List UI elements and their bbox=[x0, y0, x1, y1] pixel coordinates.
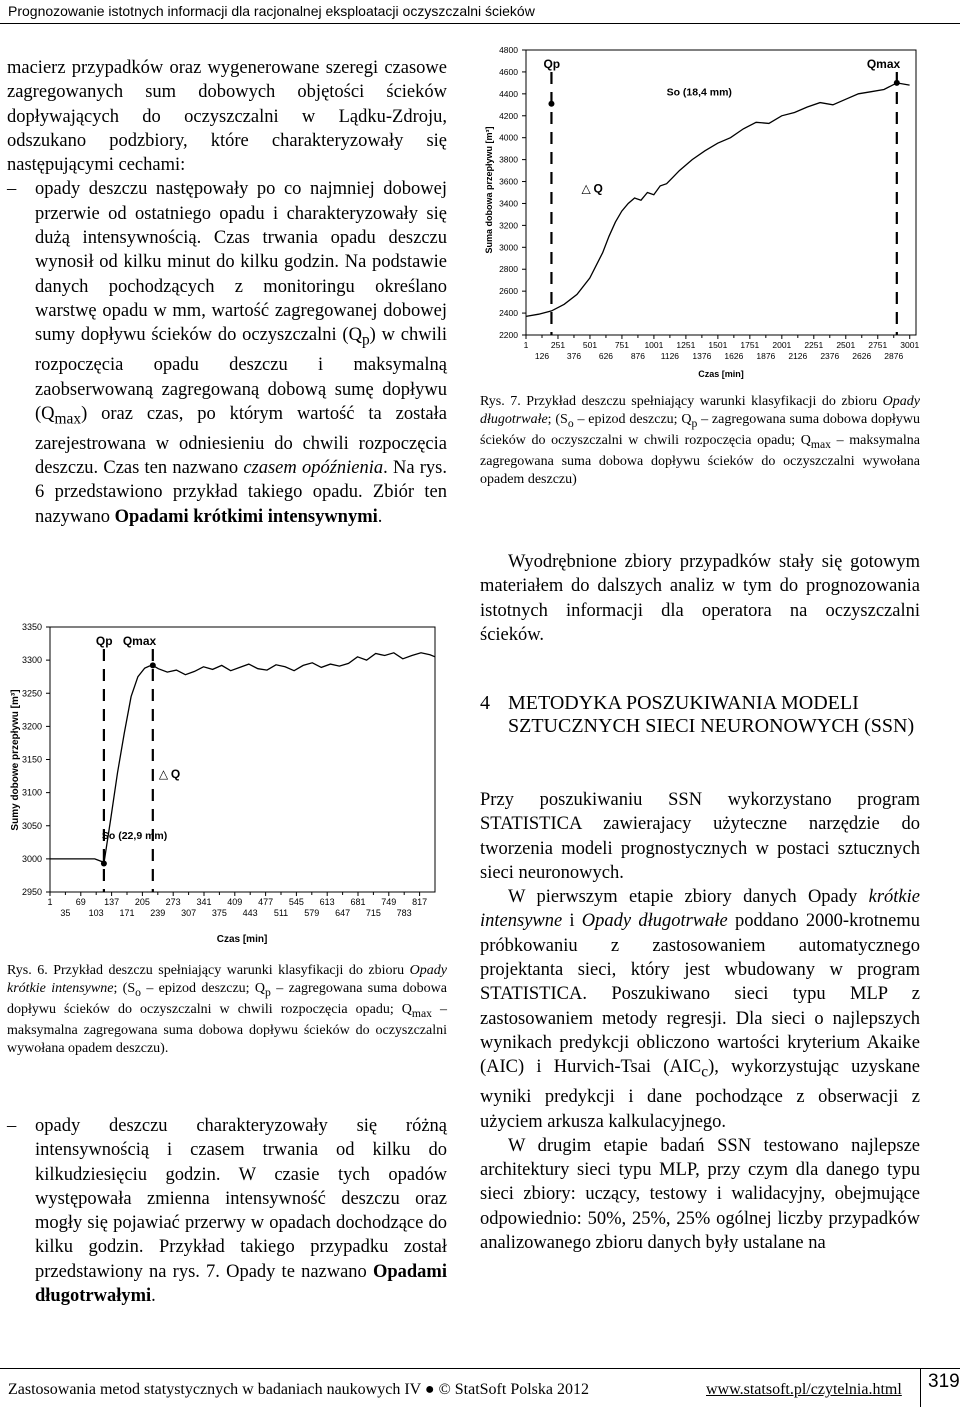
dash-item-2-text bbox=[35, 1114, 447, 1308]
figure-7-caption bbox=[480, 393, 920, 488]
footer-bullet: ● bbox=[424, 1381, 435, 1398]
fig7-xtick-label: 751 bbox=[614, 340, 630, 350]
fig6-cap-d: – zagregowana suma dobowa dopływu ścieków do oczyszczalni w chwili rozpoczęcia opadu; Q bbox=[7, 980, 448, 1017]
heading-text: METODYKA POSZUKIWANIA MODELI SZTUCZNYCH SIECI NEURONOWYCH (SSN) bbox=[508, 692, 915, 737]
fig7-xtick-label: 251 bbox=[550, 340, 566, 350]
fig7-sub-max: max bbox=[810, 437, 831, 451]
fig7-ytick-label: 2600 bbox=[499, 286, 518, 297]
dash-marker-2: – bbox=[7, 1116, 17, 1136]
fig6-cap-c: – epizod deszczu; Q bbox=[140, 980, 266, 996]
header-title: Prognozowanie istotnych informacji dla racjonalnej eksploatacji oczyszczalni ścieków bbox=[8, 3, 535, 19]
fig6-qmax-label: Qmax bbox=[122, 634, 157, 648]
fig6-xtick-label-2: 35 bbox=[60, 908, 71, 918]
fig6-xtick-label: 817 bbox=[412, 897, 428, 907]
fig7-ytick-label: 4000 bbox=[499, 132, 518, 143]
fig6-xtick-label: 749 bbox=[381, 897, 397, 907]
right-body bbox=[480, 788, 920, 1255]
footer-divider bbox=[920, 1369, 921, 1407]
fig6-sub-max: max bbox=[411, 1006, 432, 1020]
p2a-text: Na podstawie danych pochodzących z monitoringu określano warstwę opadu w mm, wartość zagregowanej dobowej sumy dopływu ścieków do oczyszczalni (Q bbox=[35, 252, 448, 346]
footer-left-b: StatSoft Polska 2012 bbox=[454, 1381, 589, 1398]
fig6-xtick-label: 137 bbox=[104, 897, 120, 907]
right-paragraph-2 bbox=[480, 788, 920, 885]
right-para1-text: Wyodrębnione zbiory przypadków stały się gotowym materiałem do dalszych analiz w tym do prognozowania istotnych informacji dla operatora na oczyszczalni ścieków. bbox=[480, 552, 920, 645]
fig6-xlabel: Czas [min] bbox=[216, 934, 268, 945]
fig7-ytick-label: 4200 bbox=[499, 110, 518, 121]
fig7-xtick-label: 2501 bbox=[836, 340, 856, 350]
fig6-xtick-label: 69 bbox=[75, 897, 86, 907]
sub-max: max bbox=[54, 410, 82, 428]
fig6-xtick-label-2: 511 bbox=[273, 908, 289, 918]
footer-copyright: © bbox=[438, 1381, 451, 1398]
right-paragraph-1 bbox=[480, 550, 920, 647]
fig6-xtick-label-2: 307 bbox=[181, 908, 197, 918]
fig7-dq-label: Q bbox=[593, 181, 603, 196]
fig6-ytick-label: 3200 bbox=[21, 721, 42, 732]
fig6-ylabel: Sumy dobowe przepływu [m³] bbox=[10, 689, 21, 831]
fig6-ytick-label: 3150 bbox=[21, 754, 42, 765]
fig7-xtick-label: 1501 bbox=[708, 340, 728, 350]
fig7-xtick-label: 1001 bbox=[644, 340, 664, 350]
dash-marker: – bbox=[7, 179, 17, 200]
fig6-xtick-label-2: 443 bbox=[242, 908, 258, 918]
fig7-ytick-label: 3400 bbox=[499, 198, 518, 209]
right-p3-sub: c bbox=[701, 1063, 709, 1081]
fig7-so-label: So (18,4 mm) bbox=[666, 86, 732, 99]
sub-p: p bbox=[361, 331, 370, 349]
p2c-text: ) oraz czas, po którym wartość ta została zarejestrowana w odniesieniu do chwili rozpoczęcia deszczu. Czas ten nazwano bbox=[35, 403, 447, 479]
fig7-sub-p: p bbox=[691, 416, 698, 430]
fig6-xtick-label: 341 bbox=[196, 897, 212, 907]
dash2-bold: Opadami długotrwałymi bbox=[35, 1261, 447, 1307]
fig7-cap-a: Rys. 7. Przykład deszczu spełniający warunki klasyfikacji do zbioru bbox=[480, 394, 883, 409]
fig7-ytick-label: 3600 bbox=[499, 176, 518, 187]
fig7-xtick-label-2: 1626 bbox=[724, 351, 744, 361]
fig6-cap-e: – maksymalna zagregowana suma dobowa dopływu ścieków do oczyszczalni wywołana opadem deszczu). bbox=[7, 1001, 447, 1056]
right-p4-text: W drugim etapie badań SSN testowano najlepsze architektury sieci typu MLP, przy czym dla danego typu sieci zbiory: uczący, testowy i walidacyjny, obejmujące odpowiednio: 50%, 25%, 25% ogólnej liczby przypadków analizowanego zbioru danych były ustalane na bbox=[480, 1135, 920, 1254]
p2d-text: . Na rys. 6 przedstawiono przykład takiego opadu. Zbiór ten nazywano bbox=[35, 458, 448, 527]
fig6-ytick-label: 3250 bbox=[21, 688, 42, 699]
fig6-ytick-label: 3050 bbox=[21, 820, 42, 831]
figure-6-chart bbox=[0, 612, 450, 952]
page-number: 319 bbox=[928, 1371, 960, 1392]
dash2b-text: . bbox=[151, 1286, 156, 1307]
fig7-xtick-label-2: 1126 bbox=[660, 351, 680, 361]
fig7-ytick-label: 3800 bbox=[499, 154, 518, 165]
dash1-text: opady deszczu następowały po co najmniej dobowej przerwie od ostatniego opadu i charakteryzowały się dużą intensywnością. Czas trwania opadu deszczu wynosił od kilku minut do kilku godzin. bbox=[35, 179, 447, 273]
fig7-cap-b: ; (S bbox=[547, 411, 568, 427]
left-paragraph-1 bbox=[7, 56, 447, 177]
right-p3b: i bbox=[562, 911, 582, 932]
right-paragraph-4 bbox=[480, 1134, 920, 1255]
fig6-xtick-label-2: 239 bbox=[150, 908, 166, 918]
fig7-xtick-label-2: 1376 bbox=[692, 351, 712, 361]
left-column bbox=[7, 56, 447, 529]
fig7-xtick-label-2: 376 bbox=[566, 351, 582, 361]
fig7-xtick-label-2: 126 bbox=[534, 351, 550, 361]
fig6-sub-p: p bbox=[265, 985, 271, 999]
dash2a-text: opady deszczu charakteryzowały się różną intensywnością i czasem trwania od kilku do kilkudziesięciu godzin. W czasie tych opadów występowała zmienna intensywność deszczu oraz mogły się pojawiać przerwy w opadach dochodzące do kilku godzin. Przykład takiego przypadku został przedstawiony na rys. 7. Opady te nazwano bbox=[35, 1116, 447, 1282]
fig6-xtick-label-2: 103 bbox=[88, 908, 104, 918]
fig6-xtick-label: 613 bbox=[319, 897, 335, 907]
figure-7-chart bbox=[478, 40, 948, 385]
fig6-ytick-label: 2950 bbox=[21, 887, 42, 897]
fig7-xtick-label: 501 bbox=[582, 340, 598, 350]
fig6-xtick-label: 545 bbox=[288, 897, 304, 907]
fig6-sub-o: o bbox=[135, 985, 141, 999]
dash-item-2-block bbox=[7, 1114, 447, 1308]
running-header bbox=[0, 0, 960, 24]
fig6-delta-symbol: △ bbox=[158, 767, 169, 782]
dash-item-2 bbox=[7, 1114, 447, 1308]
fig6-so-label: So (22,9 mm) bbox=[101, 830, 168, 842]
fig6-ytick-label: 3000 bbox=[21, 853, 42, 864]
footer-left bbox=[8, 1381, 589, 1399]
fig6-ytick-label: 3350 bbox=[21, 622, 42, 632]
fig6-qp-label: Qp bbox=[95, 634, 113, 648]
fig7-xtick-label-2: 2876 bbox=[884, 351, 904, 361]
p2-bold: Opadami krótkimi intensywnymi bbox=[114, 506, 378, 527]
fig7-xtick-label-2: 2376 bbox=[820, 351, 840, 361]
fig6-dq-label: Q bbox=[170, 767, 181, 782]
figure-6-caption bbox=[7, 962, 447, 1057]
fig7-delta-symbol: △ bbox=[581, 181, 591, 196]
fig6-xtick-label-2: 647 bbox=[335, 908, 351, 918]
fig7-xtick-label: 3001 bbox=[900, 340, 920, 350]
fig6-xtick-label: 205 bbox=[134, 897, 150, 907]
fig6-xtick-label: 1 bbox=[47, 897, 53, 907]
fig7-xtick-label-2: 1876 bbox=[756, 351, 776, 361]
fig7-xtick-label-2: 876 bbox=[630, 351, 646, 361]
fig7-ytick-label: 2400 bbox=[499, 308, 518, 319]
right-p3-it1: krótkie intensywne bbox=[480, 887, 920, 932]
fig6-xtick-label: 409 bbox=[227, 897, 243, 907]
fig6-xtick-label-2: 375 bbox=[211, 908, 227, 918]
right-p2-text: Przy poszukiwaniu SSN wykorzystano program STATISTICA zawierajacy użyteczne narzędzie do tworzenia modeli prognostycznych w postaci sztucznych sieci neuronowych. bbox=[480, 790, 920, 883]
dash-item-1-text bbox=[35, 177, 447, 529]
fig7-xtick-label-2: 626 bbox=[598, 351, 614, 361]
fig7-xtick-label-2: 2126 bbox=[788, 351, 808, 361]
fig7-ylabel: Suma dobowa przepływu [m³] bbox=[484, 126, 494, 254]
fig6-xtick-label: 477 bbox=[258, 897, 274, 907]
fig6-ytick-label: 3100 bbox=[21, 787, 42, 798]
fig7-ytick-label: 4800 bbox=[499, 45, 518, 55]
fig6-cap-it: Opady krótkie intensywne bbox=[7, 963, 447, 996]
fig7-qp-point bbox=[548, 101, 554, 107]
fig6-xtick-label-2: 579 bbox=[304, 908, 320, 918]
fig7-ytick-label: 4400 bbox=[499, 88, 518, 99]
heading-number: 4 bbox=[480, 692, 490, 714]
fig7-ytick-label: 2200 bbox=[499, 330, 518, 340]
fig7-xlabel: Czas [min] bbox=[698, 369, 744, 379]
fig7-sub-o: o bbox=[567, 416, 574, 430]
left-para1-text: macierz przypadków oraz wygenerowane szeregi czasowe zagregowanych sum dobowych objętości ścieków dopływających do oczyszczalni w Lądku-Zdroju, odszukano podzbiory, które charakteryzowały się następującymi cechami: bbox=[7, 58, 447, 176]
right-p3c: poddano 2000-krotnemu próbkowaniu z zastosowaniem automatycznego projektanta sieci, który jest wbudowany w program STATISTICA. Poszukiwano sieci typu MLP z zastosowaniem metody regresji. Dla sieci o najlepszych wynikach predykcji obliczono wartości kryterium Akaike (AIC) i Hurvich-Tsai (AIC bbox=[480, 911, 920, 1078]
fig7-xtick-label-2: 2626 bbox=[852, 351, 872, 361]
footer-url[interactable]: www.statsoft.pl/czytelnia.html bbox=[706, 1381, 902, 1398]
fig7-series-line bbox=[526, 83, 910, 317]
fig6-xtick-label: 273 bbox=[165, 897, 181, 907]
dash-item-1 bbox=[7, 177, 447, 529]
fig7-ytick-label: 3200 bbox=[499, 220, 518, 231]
right-paragraph-3 bbox=[480, 885, 920, 1134]
fig7-cap-e: – maksymalna zagregowana suma dobowa dopływu ścieków do oczyszczalni wywołana opadem deszczu) bbox=[480, 432, 920, 487]
footer-left-a: Zastosowania metod statystycznych w badaniach naukowych IV bbox=[8, 1381, 421, 1398]
p2b-text: ) w chwili rozpoczęcia opadu deszczu i maksymalną zaobserwowaną zagregowaną dobową sumę dopływu (Q bbox=[35, 325, 448, 424]
fig7-qp-label: Qp bbox=[543, 57, 561, 71]
fig6-xtick-label: 681 bbox=[350, 897, 366, 907]
fig6-xtick-label-2: 783 bbox=[396, 908, 412, 918]
right-p3d: ), wykorzystując uzyskane wyniki predykcji i dane pochodzące z obserwacji z użyciem arkusza kalkulacyjnego. bbox=[480, 1057, 920, 1132]
fig6-xtick-label-2: 171 bbox=[119, 908, 135, 918]
page-footer bbox=[0, 1368, 960, 1407]
fig7-qmax-label: Qmax bbox=[866, 57, 901, 71]
fig6-xtick-label-2: 715 bbox=[365, 908, 381, 918]
fig7-cap-it: Opady długotrwałe bbox=[480, 394, 920, 427]
right-p3a: W pierwszym etapie zbiory danych Opady bbox=[508, 887, 869, 908]
right-p3-it2: Opady długotrwałe bbox=[581, 911, 728, 932]
fig7-xtick-label: 1751 bbox=[740, 340, 760, 350]
p2-italic: czasem opóźnienia bbox=[243, 458, 384, 479]
fig6-cap-b: ; (S bbox=[113, 980, 136, 996]
fig7-cap-c: – epizod deszczu; Q bbox=[573, 411, 692, 427]
fig6-cap-a: Rys. 6. Przykład deszczu spełniający warunki klasyfikacji do zbioru bbox=[7, 963, 410, 978]
fig7-ytick-label: 4600 bbox=[499, 66, 518, 77]
fig7-xtick-label: 2001 bbox=[772, 340, 792, 350]
fig7-xtick-label: 2751 bbox=[868, 340, 888, 350]
fig7-ytick-label: 3000 bbox=[499, 242, 518, 253]
fig7-xtick-label: 1 bbox=[523, 340, 529, 350]
fig6-ytick-label: 3300 bbox=[21, 655, 42, 666]
fig7-ytick-label: 2800 bbox=[499, 264, 518, 275]
fig7-xtick-label: 1251 bbox=[676, 340, 696, 350]
fig7-cap-d: – zagregowana suma dobowa dopływu ścieków do oczyszczalni w chwili rozpoczęcia opadu; Q bbox=[480, 411, 921, 448]
fig7-xtick-label: 2251 bbox=[804, 340, 824, 350]
p2e-text: . bbox=[377, 506, 383, 527]
